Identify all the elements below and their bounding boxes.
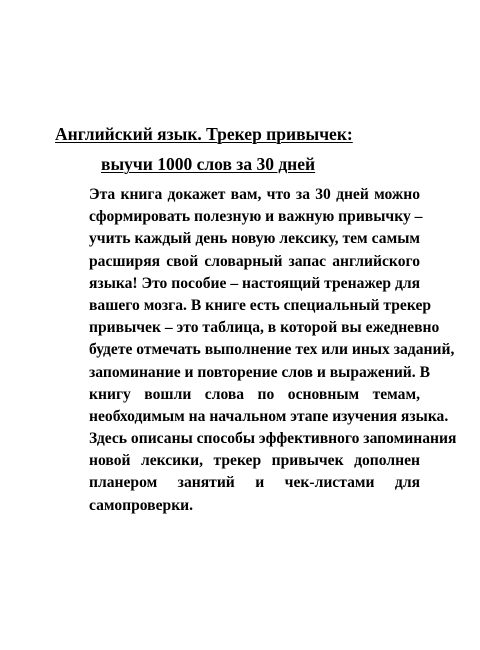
body-line: Здесь описаны способы эффективного запоминания [89,430,457,448]
document-body [89,184,457,517]
body-line: планером занятий и чек-листами для [89,474,420,492]
body-line: новой лексики, трекер привычек дополнен [89,452,420,470]
document-title: Английский язык. Трекер привычек: [55,124,353,144]
body-line: расширяя свой словарный запас английского [89,252,420,270]
body-line: сформировать полезную и важную привычку – [89,208,423,226]
body-line: Эта книга докажет вам, что за 30 дней можно [89,186,420,203]
body-line: языка! Это пособие – настоящий тренажер для [89,274,421,292]
body-line: самопроверки. [89,496,194,514]
body-line: книгу вошли слова по основным темам, [89,385,420,403]
body-line: привычек – это таблица, в которой вы ежедневно [89,319,440,337]
body-line: будете отмечать выполнение тех или иных заданий, [89,341,455,359]
body-line: вашего мозга. В книге есть специальный трекер [89,296,432,314]
body-line: необходимым на начальном этапе изучения языка. [89,407,449,425]
body-line: запоминание и повторение слов и выражений. В [89,363,430,381]
body-line: учить каждый день новую лексику, тем самым [89,230,420,248]
document-subtitle: выучи 1000 слов за 30 дней [101,154,316,174]
